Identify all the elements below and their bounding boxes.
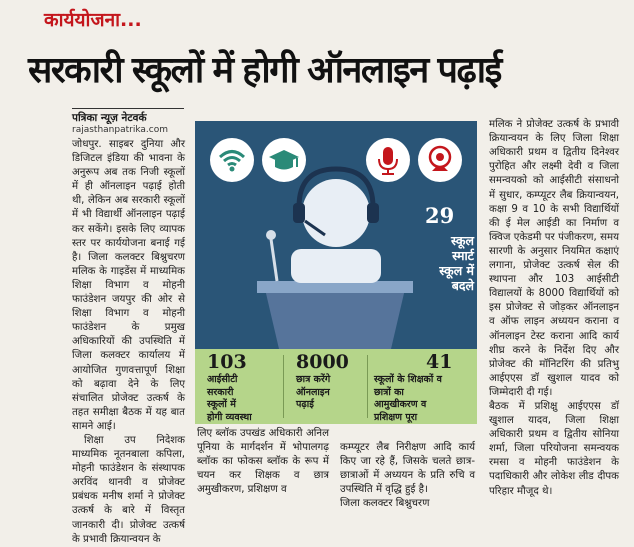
stat-number: 103 bbox=[207, 351, 247, 373]
stat-number: 8000 bbox=[296, 351, 349, 373]
big-stat-number: 29 bbox=[425, 203, 455, 228]
byline bbox=[72, 108, 184, 135]
stat-line: आमुखीकरण व bbox=[374, 399, 427, 410]
stat-line: प्रशिक्षण पूरा bbox=[374, 411, 418, 423]
microphone-icon bbox=[365, 137, 411, 183]
stat-line: आईसीटी bbox=[207, 374, 238, 385]
kicker: कार्ययोजना... bbox=[44, 9, 142, 31]
stats-strip bbox=[195, 349, 477, 424]
byline-author: पत्रिका न्यूज़ नेटवर्क bbox=[72, 112, 147, 124]
headline: सरकारी स्कूलों में होगी ऑनलाइन पढ़ाई bbox=[28, 50, 501, 91]
article-column-3 bbox=[340, 427, 475, 526]
stat-line: सरकारी bbox=[207, 386, 234, 398]
big-stat-caption bbox=[402, 233, 474, 293]
stat-line: छात्र करेंगे bbox=[296, 374, 331, 385]
stat-text bbox=[207, 374, 252, 424]
caption-line: स्कूल bbox=[451, 233, 474, 248]
stat-line: ऑनलाइन bbox=[296, 386, 330, 398]
wifi-icon bbox=[209, 137, 255, 183]
stat-line: स्कूलों के शिक्षकों व bbox=[374, 374, 442, 385]
caption-line: स्कूल में bbox=[439, 263, 474, 278]
stat-line: छात्रों का bbox=[374, 386, 404, 398]
webcam-icon bbox=[417, 137, 463, 183]
stat-text bbox=[296, 374, 330, 412]
infographic bbox=[195, 121, 477, 424]
graduation-cap-icon bbox=[261, 137, 307, 183]
article-column-4 bbox=[489, 104, 619, 513]
stat-icT bbox=[195, 349, 283, 424]
caption-line: बदले bbox=[451, 278, 474, 293]
stat-line: स्कूलों में bbox=[207, 399, 236, 410]
stat-online bbox=[284, 349, 366, 424]
paragraph: लिए ब्लॉक उपखंड अधिकारी अनिल पूनिया के मार्गदर्शन में भोपालगढ़ ब्लॉक का फोकस ब्लॉक के रूप में चयन कर शिक्षक व छात्र अमुखीकरण, प्रशिक्षण व bbox=[197, 428, 329, 496]
stat-line: पढ़ाई bbox=[296, 399, 314, 410]
paragraph: शिक्षा उप निदेशक माध्यमिक नूतनबाला कपिला, मोहनी फाउंडेशन के संस्थापक अरविंद थानवी व प्रोजेक्ट प्रबंधक मनीष शर्मा ने प्रोजेक्ट उत्कर्ष के बारे में विस्तृत जानकारी दी। प्रोजेक्ट उत्कर्ष के प्रभावी क्रियान्वयन के bbox=[72, 434, 185, 545]
stat-line: होगी व्यवस्था bbox=[207, 411, 252, 423]
byline-site: rajasthanpatrika.com bbox=[72, 125, 168, 135]
stat-text bbox=[374, 374, 474, 424]
caption-line: स्मार्ट bbox=[452, 248, 474, 263]
stat-training bbox=[368, 349, 477, 424]
paragraph: कम्प्यूटर लैब निरीक्षण आदि कार्य किए जा रहे हैं, जिसके चलते छात्र-छात्राओं में अध्ययन के प्रति रुचि व उपस्थिति में वृद्धि हुई है। जिला कलक्टर बिश्नुचरण bbox=[340, 442, 475, 510]
paragraph: जोधपुर. साइबर दुनिया और डिजिटल इंडिया की भावना के अनुरूप अब तक निजी स्कूलों में ही ऑनलाइन पढ़ाई होती थी, लेकिन अब सरकारी स्कूलों में भी विद्यार्थी ऑनलाइन पढ़ाई कर सकेंगे। इसके लिए व्यापक स्तर पर कार्ययोजना बनाई गई है। जिला कलक्टर बिश्नुचरण मलिक के गाइडेंस में माध्यमिक शिक्षा विभाग व मोहनी फाउंडेशन जयपुर की ओर से शिक्षा विभाग व मोहनी फाउंडेशन के प्रमुख अधिकारियों की उपस्थिति में जिला कलक्टर कार्यालय में आयोजित गुणवत्तापूर्ण शिक्षा को बढ़ावा देने के लिए संचालित प्रोजेक्ट उत्कर्ष के तहत समीक्षा बैठक में यह बात सामने आई। bbox=[72, 139, 185, 432]
article-column-2 bbox=[197, 427, 329, 497]
article-column-1 bbox=[72, 138, 185, 547]
paragraph: मलिक ने प्रोजेक्ट उत्कर्ष के प्रभावी क्रियान्वयन के लिए जिला शिक्षा अधिकारी प्रथम व द्वितीय दिनेश्वर पुरोहित और लक्ष्मी देवी व जिला समन्वयको को आईसीटी संसाधनो में सुधार, कम्प्यूटर लैब क्रियान्वयन, कक्षा 9 व 10 के सभी विद्यार्थियों की ई मेल आईडी का निर्माण व क्विज एकेडमी पर पंजीकरण, समय सारणी के अनुसार नियमित कक्षाएं लगाना, प्रोजेक्ट उत्कर्ष सेल की स्थापना और 103 आईसीटी विद्यालयों के 8000 विद्यार्थियों को इस प्रोजेक्ट से जोड़कर ऑनलाइन व ऑफ लाइन अध्ययन कराना व ऑनलाइन टेस्ट कराना आदि कार्य शीघ्र करने के निर्देश दिए और प्रोजेक्ट की मॉनिटरिंग की प्रतिभु आईएएस डॉ खुशाल यादव को जिम्मेदारी दी गई। बैठक में प्रशिक्षु आईएएस डॉ खुशाल यादव, जिला शिक्षा अधिकारी प्रथम व द्वितीय सोनिया शर्मा, जिला परियोजना समन्वयक रमसा व मोहनी फाउंडेशन के पदाधिकारी और लोकेश लीड दीपक परिहार मौजूद थे। bbox=[489, 119, 619, 497]
stat-number: 41 bbox=[426, 351, 453, 373]
